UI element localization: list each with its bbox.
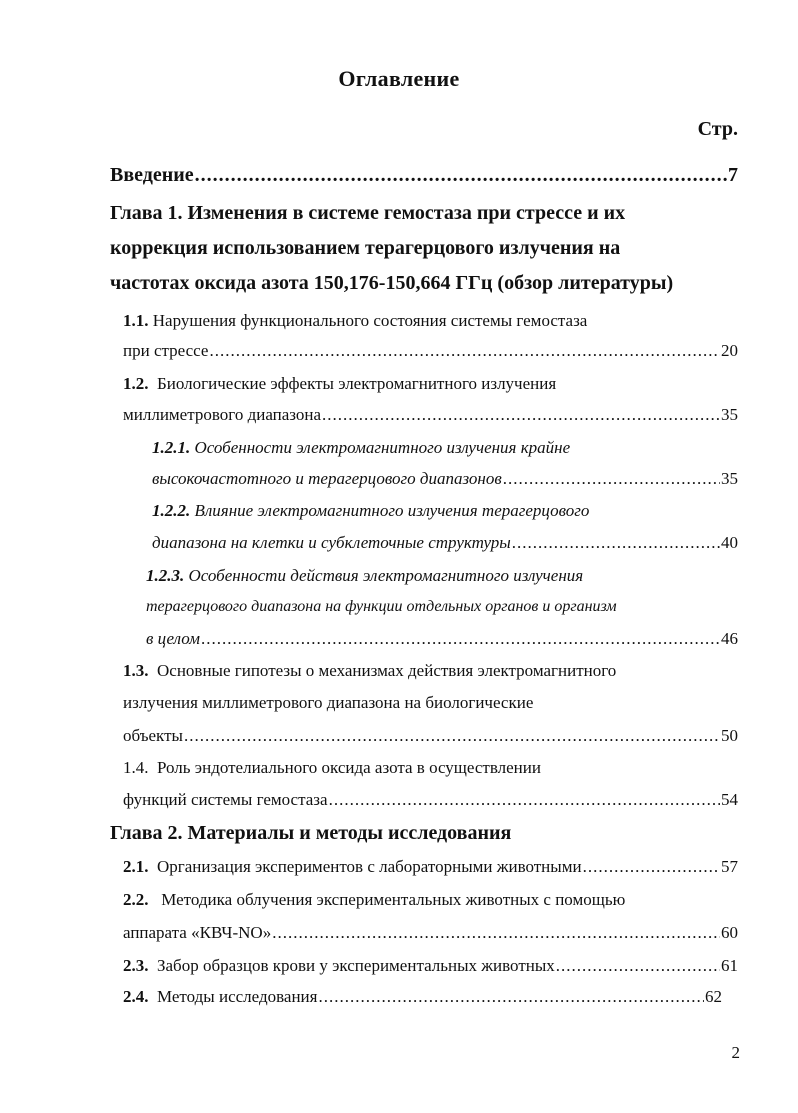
- toc-entry-2-2-cont: аппарата «КВЧ-NO» ..... 60: [123, 923, 738, 943]
- section-number: 2.2.: [123, 890, 149, 909]
- toc-entry-1-2-2[interactable]: 1.2.2. Влияние электромагнитного излучения терагерцового: [152, 501, 590, 520]
- section-number: 1.1.: [123, 311, 149, 330]
- toc-entry-1-2-3-cont2: в целом ..... 46: [146, 629, 738, 649]
- dot-leader: [318, 987, 704, 1007]
- toc-entry-1-3-cont2: объекты ..... 50: [123, 726, 738, 746]
- section-number: 2.3.: [123, 956, 149, 975]
- toc-entry-2-1[interactable]: 2.1. Организация экспериментов с лабораторными животными ..... 57: [123, 857, 738, 877]
- toc-page: 35: [721, 469, 738, 488]
- toc-page: 46: [721, 629, 738, 648]
- toc-entry-1-1-cont: при стрессе ..... 20: [123, 341, 738, 361]
- dot-leader: [201, 629, 720, 649]
- dot-leader: [556, 956, 720, 976]
- toc-page: 20: [721, 341, 738, 360]
- toc-entry-2-3[interactable]: 2.3. Забор образцов крови у экспериментальных животных ..... 61: [123, 956, 738, 976]
- section-number: 2.1.: [123, 857, 149, 876]
- toc-entry-2-4[interactable]: 2.4. Методы исследования ..... 62: [123, 987, 722, 1007]
- section-number: 1.3.: [123, 661, 149, 680]
- toc-entry-1-4-cont: функций системы гемостаза ..... 54: [123, 790, 738, 810]
- page-number: 2: [731, 1043, 740, 1062]
- dot-leader: [583, 857, 720, 877]
- dot-leader: [322, 405, 720, 425]
- toc-entry-1-2-2-cont: диапазона на клетки и субклеточные структуры ..... 40: [152, 533, 738, 553]
- section-number: 2.4.: [123, 987, 149, 1006]
- toc-chapter-1-line-3: частотах оксида азота 150,176-150,664 ГГц (обзор литературы): [110, 272, 674, 294]
- dot-leader: [209, 341, 720, 361]
- toc-entry-1-2-1-cont: высокочастотного и терагерцового диапазонов ..... 35: [152, 469, 738, 489]
- toc-entry-1-2-3-cont: терагерцового диапазона на функции отдельных органов и организм: [146, 598, 617, 615]
- dot-leader: [184, 726, 720, 746]
- page-column-label: Стр.: [697, 118, 738, 140]
- dot-leader: [503, 469, 720, 489]
- toc-entry-1-1[interactable]: 1.1. Нарушения функционального состояния системы гемостаза: [123, 311, 588, 330]
- toc-entry-1-4[interactable]: 1.4. Роль эндотелиального оксида азота в осуществлении: [123, 758, 541, 777]
- dot-leader: [329, 790, 720, 810]
- toc-page: 62: [705, 987, 722, 1006]
- toc-entry-1-2-cont: миллиметрового диапазона ..... 35: [123, 405, 738, 425]
- toc-chapter-1-line-2: коррекция использованием терагерцового излучения на: [110, 237, 621, 259]
- toc-page: 35: [721, 405, 738, 424]
- toc-entry-2-2[interactable]: 2.2. Методика облучения экспериментальных животных с помощью: [123, 890, 626, 909]
- toc-page: 50: [721, 726, 738, 745]
- toc-page: 54: [721, 790, 738, 809]
- dot-leader: [272, 923, 720, 943]
- page-title: Оглавление: [338, 66, 460, 91]
- section-number: 1.2.1.: [152, 438, 191, 457]
- dot-leader: [512, 533, 720, 553]
- toc-page: 60: [721, 923, 738, 942]
- toc-page: 61: [721, 956, 738, 975]
- section-number: 1.2.3.: [146, 566, 185, 585]
- toc-page: 7: [728, 164, 738, 186]
- toc-chapter-1-line-1[interactable]: Глава 1. Изменения в системе гемостаза при стрессе и их: [110, 202, 626, 224]
- toc-page: 40: [721, 533, 738, 552]
- toc-entry-1-3-cont: излучения миллиметрового диапазона на биологические: [123, 693, 534, 712]
- section-number: 1.2.: [123, 374, 149, 393]
- section-number: 1.2.2.: [152, 501, 191, 520]
- toc-chapter-2[interactable]: Глава 2. Материалы и методы исследования: [110, 822, 512, 844]
- toc-entry-1-2-1[interactable]: 1.2.1. Особенности электромагнитного излучения крайне: [152, 438, 571, 457]
- toc-entry-1-3[interactable]: 1.3. Основные гипотезы о механизмах действия электромагнитного: [123, 661, 617, 680]
- dot-leader: [195, 164, 727, 187]
- toc-entry-1-2-3[interactable]: 1.2.3. Особенности действия электромагнитного излучения: [146, 566, 584, 585]
- section-number: 1.4.: [123, 758, 149, 777]
- toc-page: 57: [721, 857, 738, 876]
- toc-entry-intro[interactable]: [110, 164, 738, 187]
- toc-label: Введение: [110, 164, 194, 186]
- toc-entry-1-2[interactable]: 1.2. Биологические эффекты электромагнитного излучения: [123, 374, 557, 393]
